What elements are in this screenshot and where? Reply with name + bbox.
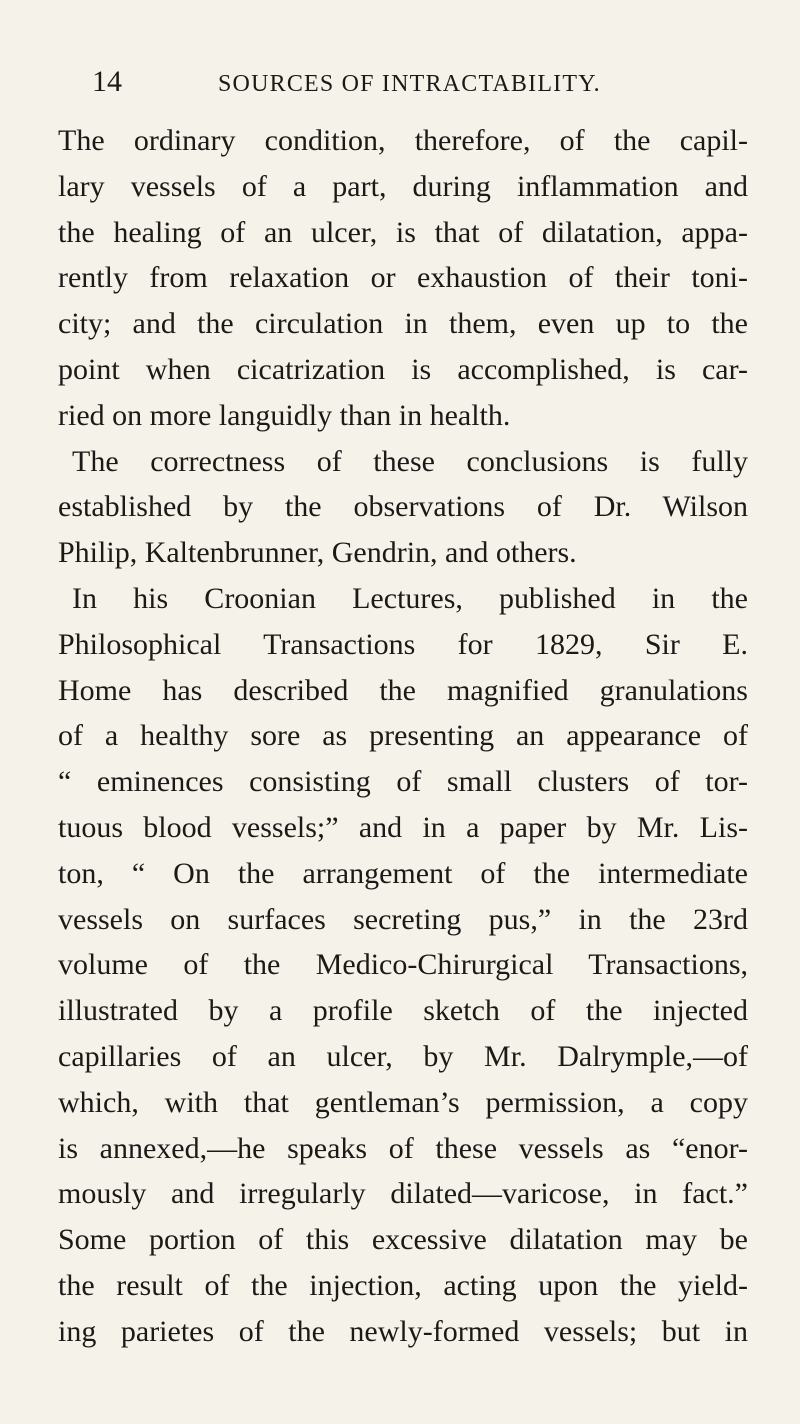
text-line: established by the observations of Dr. Wilson xyxy=(58,490,748,524)
text-line: which, with that gentleman’s permission, a copy xyxy=(58,1085,748,1119)
text-line: the result of the injection, acting upon the yield- xyxy=(58,1268,748,1302)
text-line: ried on more languidly than in health. xyxy=(58,398,511,432)
text-line: ing parietes of the newly-formed vessels; but in xyxy=(58,1314,748,1348)
text-line: The ordinary condition, therefore, of the capil- xyxy=(58,124,748,157)
text-line: rently from relaxation or exhaustion of their toni- xyxy=(58,261,748,295)
text-line: city; and the circulation in them, even up to the xyxy=(58,307,748,341)
body-text xyxy=(58,118,748,1355)
running-title: SOURCES OF INTRACTABILITY. xyxy=(218,71,601,97)
text-line: the healing of an ulcer, is that of dilatation, appa- xyxy=(58,215,748,249)
text-line: mously and irregularly dilated—varicose, in fact.” xyxy=(58,1177,748,1211)
text-line: “ eminences consisting of small clusters of tor- xyxy=(58,765,748,799)
text-line: tuous blood vessels;” and in a paper by Mr. Lis- xyxy=(58,810,748,844)
text-line: volume of the Medico-Chirurgical Transactions, xyxy=(58,948,748,982)
text-line: is annexed,—he speaks of these vessels as “enor- xyxy=(58,1131,748,1165)
text-line: lary vessels of a part, during inflammation and xyxy=(58,169,748,203)
text-line: illustrated by a profile sketch of the injected xyxy=(58,994,748,1028)
text-line: point when cicatrization is accomplished, is car- xyxy=(58,352,748,386)
running-head xyxy=(92,66,732,98)
text-line: In his Croonian Lectures, published in the xyxy=(72,581,748,615)
text-line: ton, “ On the arrangement of the intermediate xyxy=(58,856,748,890)
text-line: capillaries of an ulcer, by Mr. Dalrymple,—of xyxy=(58,1039,748,1073)
text-line: Philip, Kaltenbrunner, Gendrin, and others. xyxy=(58,536,577,570)
text-line: The correctness of these conclusions is fully xyxy=(72,444,748,478)
page-number: 14 xyxy=(92,65,122,98)
text-line: of a healthy sore as presenting an appearance of xyxy=(58,719,748,753)
text-line: vessels on surfaces secreting pus,” in the 23rd xyxy=(58,902,748,936)
text-line: Some portion of this excessive dilatation may be xyxy=(58,1223,748,1257)
text-line: Philosophical Transactions for 1829, Sir E. xyxy=(58,627,748,661)
text-line: Home has described the magnified granulations xyxy=(58,673,748,707)
